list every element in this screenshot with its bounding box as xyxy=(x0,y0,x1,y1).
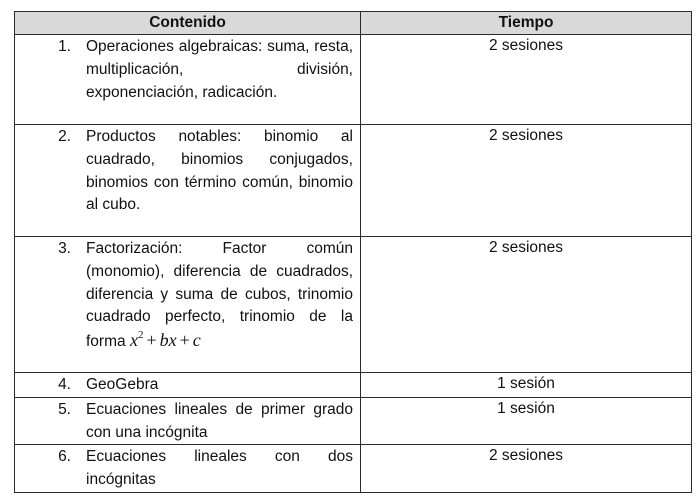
time-cell: 2 sesiones xyxy=(361,237,692,373)
topic-text: Operaciones algebraicas: suma, resta, multiplicación, división, exponenciación, radicación. xyxy=(86,38,353,101)
time-cell: 1 sesión xyxy=(361,373,692,398)
formula-plus: + xyxy=(146,330,157,351)
header-content: Contenido xyxy=(15,12,361,35)
time-cell: 2 sesiones xyxy=(361,35,692,125)
table-row xyxy=(15,237,692,373)
formula-exponent: 2 xyxy=(137,329,144,342)
item-number: 3. xyxy=(58,240,71,257)
table-row xyxy=(15,125,692,237)
formula-bx: bx xyxy=(159,330,177,351)
topic-text: Productos notables: binomio al cuadrado, binomios conjugados, binomios con término común, binomio al cubo. xyxy=(86,128,353,214)
content-cell xyxy=(15,445,361,493)
table-row xyxy=(15,445,692,493)
content-cell xyxy=(15,397,361,445)
formula-c: c xyxy=(192,330,201,351)
time-cell: 1 sesión xyxy=(361,397,692,445)
table-row xyxy=(15,373,692,398)
formula-plus: + xyxy=(179,330,190,351)
content-cell xyxy=(15,35,361,125)
trinomial-formula xyxy=(130,330,201,350)
content-cell xyxy=(15,125,361,237)
header-row xyxy=(15,12,692,35)
item-number: 4. xyxy=(58,376,71,393)
table-row xyxy=(15,35,692,125)
content-schedule-table xyxy=(14,11,692,493)
item-number: 5. xyxy=(58,400,71,418)
topic-text: Ecuaciones lineales de primer grado con una incógnita xyxy=(86,400,353,441)
topic-block xyxy=(86,238,353,354)
time-cell: 2 sesiones xyxy=(361,125,692,237)
formula-x: x xyxy=(129,330,138,351)
item-number: 6. xyxy=(58,448,71,466)
content-cell xyxy=(15,373,361,398)
topic-text: Factorización: Factor común (monomio), diferencia de cuadrados, diferencia y suma de cubos, trinomio cuadrado perfecto, trinomio de la forma xyxy=(86,240,353,351)
time-cell: 2 sesiones xyxy=(361,445,692,493)
item-number: 2. xyxy=(58,128,71,145)
table-row xyxy=(15,397,692,445)
item-number: 1. xyxy=(58,38,71,55)
header-time: Tiempo xyxy=(361,12,692,35)
content-cell xyxy=(15,237,361,373)
topic-text: Ecuaciones lineales con dos incógnitas xyxy=(86,448,353,489)
topic-text: GeoGebra xyxy=(86,376,159,393)
